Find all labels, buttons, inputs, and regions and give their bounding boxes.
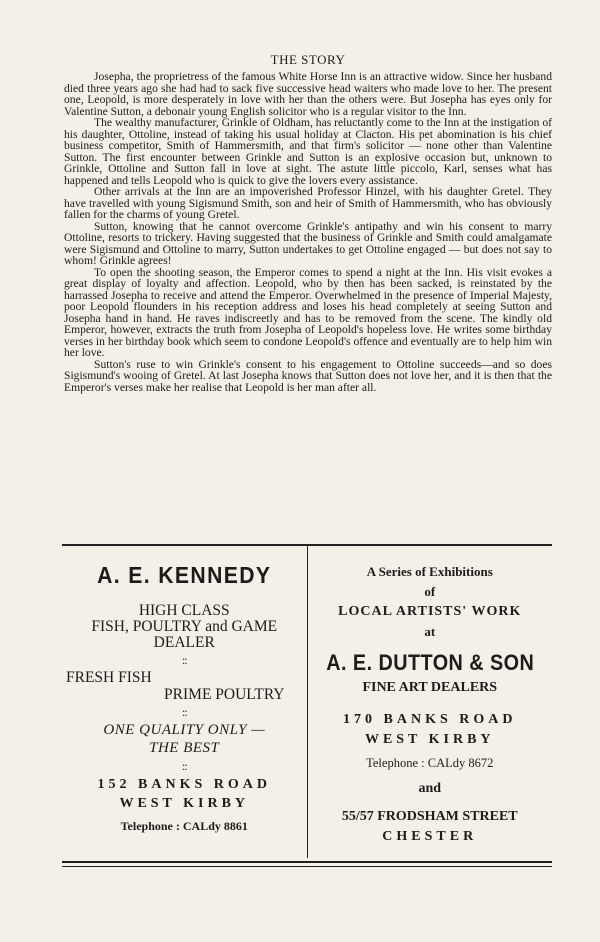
and-line: and: [418, 781, 442, 796]
quality-line-1: ONE QUALITY ONLY —: [103, 722, 266, 738]
kennedy-telephone: Telephone : CALdy 8861: [120, 819, 248, 833]
kennedy-address-2: WEST KIRBY: [119, 796, 250, 811]
quality-line-2: THE BEST: [149, 740, 220, 756]
story-paragraph: Sutton, knowing that he cannot overcome Grinkle's antipathy and win his consent to marry Ottoline, resorts to trickery. Having suggested that the business of Grinkle and Smith could amalgamate were Sigismund and Ottoline to marry, Sutton undertakes to get Ottoline engaged — but does not say to whom! Grinkle agrees!: [64, 219, 552, 267]
series-line-2: of: [424, 584, 436, 599]
bottom-rule: [62, 861, 552, 863]
dutton-address-2: WEST KIRBY: [364, 732, 495, 747]
kennedy-address-1: 152 BANKS ROAD: [97, 777, 271, 792]
dutton-advert: [308, 546, 553, 858]
fresh-fish: FRESH FISH: [66, 669, 152, 686]
local-artists: LOCAL ARTISTS' WORK: [338, 604, 522, 619]
kennedy-line-2: FISH, POULTRY and GAME: [91, 618, 278, 635]
fine-art-dealers: FINE ART DEALERS: [362, 680, 498, 695]
story-paragraph: Other arrivals at the Inn are an impoverished Professor Hinzel, with his daughter Gretel. They have travelled with young Sigismund Smith, son and heir of Smith of Hammersmith, who has obviously fallen for the charms of young Gretel.: [64, 185, 552, 221]
dutton-address-4: CHESTER: [382, 829, 478, 844]
story-paragraph: The wealthy manufacturer, Grinkle of Oldham, has reluctantly come to the Inn at the instigation of his daughter, Ottoline, instead of taking his usual holiday at Clacton. His pet abomination is his chief business competitor, Smith of Hammersmith, and that firm's solicitor — none other than Valentine Sutton. The first encounter between Grinkle and Sutton is an explosive occasion but, unknown to Grinkle, Ottoline and Sutton fall in love at sight. The astute little piccolo, Karl, senses what has happened and tells Leopold who is quick to give the lovers every assistance.: [64, 116, 552, 187]
story-section: [64, 52, 552, 393]
dutton-address-1: 170 BANKS ROAD: [343, 712, 517, 727]
kennedy-advert: [62, 546, 308, 858]
dutton-telephone: Telephone : CALdy 8672: [366, 756, 494, 770]
dutton-address-3: 55/57 FRODSHAM STREET: [341, 809, 518, 824]
kennedy-name: A. E. KENNEDY: [97, 562, 272, 588]
at-line: at: [424, 624, 436, 639]
separator: ::: [181, 653, 187, 667]
story-paragraph: Sutton's ruse to win Grinkle's consent to his engagement to Ottoline succeeds—and so does Sigismund's wooing of Gretel. At last Josepha knows that Sutton does not love her, and it is then that the Emperor's verses make her realise that Leopold is her man after all.: [64, 357, 552, 394]
dutton-name: A. E. DUTTON & SON: [325, 650, 534, 675]
separator: ::: [181, 705, 187, 719]
prime-poultry: PRIME POULTRY: [164, 686, 285, 703]
story-paragraph: Josepha, the proprietress of the famous White Horse Inn is an attractive widow. Since her husband died three years ago she had had to sack five successive head waiters who made love to her. The present one, Leopold, is more desperately in love with her than the others were. But Josepha has eyes only for Valentine Sutton, a debonair young English solicitor who is a regular visitor to the Inn.: [64, 70, 552, 118]
bottom-rule-thin: [62, 866, 552, 867]
separator: ::: [181, 759, 187, 773]
story-paragraph: To open the shooting season, the Emperor comes to spend a night at the Inn. His visit evokes a great display of loyalty and affection. Leopold, who by then has been sacked, is reinstated by the harrassed Josepha to receive and attend the Emperor. Overwhelmed in the presence of Imperial Majesty, poor Leopold flounders in his reception address and loses his head completely at seeing Sutton and Josepha hand in hand. He raves indiscreetly and has to be removed from the scene. The kindly old Emperor, however, extracts the truth from Josepha of Leopold's hopeless love. He writes some birthday verses in her birthday book which seem to condone Leopold's offence and eventually are to help him win her love.: [64, 265, 552, 359]
kennedy-line-3: DEALER: [153, 634, 215, 651]
advertisements: [62, 544, 552, 858]
story-title: THE STORY: [270, 52, 346, 67]
series-line-1: A Series of Exhibitions: [366, 564, 493, 579]
kennedy-line-1: HIGH CLASS: [138, 602, 230, 619]
